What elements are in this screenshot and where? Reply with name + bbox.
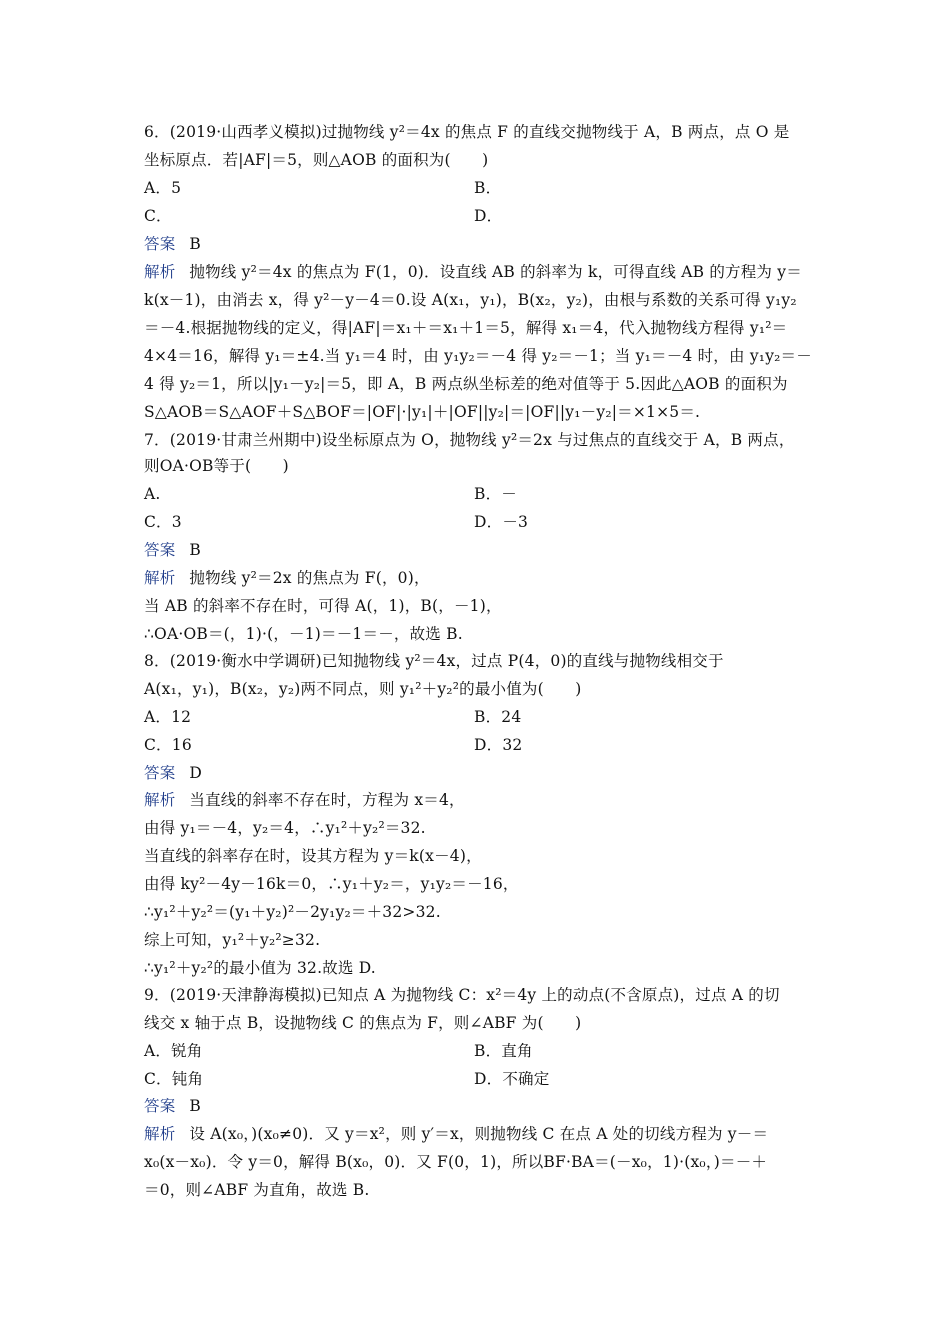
- q8-option-d: D．32: [474, 736, 523, 754]
- q9-stem-line1: 9．(2019·天津静海模拟)已知点 A 为抛物线 C：x²＝4y 上的动点(不含原点)，过点 A 的切: [144, 986, 780, 1004]
- q6-analysis-line6: S△AOB＝S△AOF＋S△BOF＝|OF|·|y₁|＋|OF||y₂|＝|OF||y₁－y₂|＝×1×5＝.: [144, 403, 701, 421]
- q8-option-b: B．24: [474, 708, 522, 726]
- analysis-text: 抛物线 y²＝2x 的焦点为 F(，0)，: [189, 569, 430, 587]
- q8-analysis-line1: [144, 790, 465, 810]
- q8-analysis-line2: 由得 y₁＝－4，y₂＝4，∴y₁²＋y₂²＝32.: [144, 819, 426, 837]
- q8-analysis-line6: 综上可知，y₁²＋y₂²≥32.: [144, 931, 321, 949]
- q6-stem-line1: 6．(2019·山西孝义模拟)过抛物线 y²＝4x 的焦点 F 的直线交抛物线于 A，B 两点，点 O 是: [144, 123, 790, 141]
- q8-analysis-line7: ∴y₁²＋y₂²的最小值为 32.故选 D.: [144, 959, 376, 977]
- answer-value: B: [189, 541, 201, 559]
- q8-analysis-line5: ∴y₁²＋y₂²＝(y₁＋y₂)²－2y₁y₂＝＋32>32.: [144, 903, 441, 921]
- q9-analysis-line2: x₀(x－x₀)．令 y＝0，解得 B(x₀，0)．又 F(0，1)，所以BF·BA＝(－x₀，1)·(x₀，)＝－＋: [144, 1153, 768, 1171]
- analysis-tag: 解析: [144, 569, 176, 587]
- q7-option-d: D．－3: [474, 513, 529, 531]
- q8-option-c: C．16: [144, 736, 192, 754]
- q8-option-a: A．12: [144, 708, 192, 726]
- analysis-tag: 解析: [144, 791, 176, 809]
- q6-option-b: B．: [474, 179, 502, 197]
- q8-answer: [144, 763, 202, 783]
- q7-analysis-line1: [144, 568, 430, 588]
- q9-option-a: A．锐角: [144, 1042, 203, 1060]
- analysis-text: 设 A(x₀，)(x₀≠0)．又 y＝x²，则 y′＝x，则抛物线 C 在点 A 处的切线方程为 y－＝: [189, 1125, 769, 1143]
- q8-stem-line1: 8．(2019·衡水中学调研)已知抛物线 y²＝4x，过点 P(4，0)的直线与抛物线相交于: [144, 652, 724, 670]
- analysis-text: 当直线的斜率不存在时，方程为 x＝4，: [189, 791, 465, 809]
- q8-analysis-line4: 由得 ky²－4y－16k＝0，∴y₁＋y₂＝，y₁y₂＝－16，: [144, 875, 519, 893]
- q6-option-d: D．: [474, 207, 503, 225]
- q7-stem-line1: 7．(2019·甘肃兰州期中)设坐标原点为 O，抛物线 y²＝2x 与过焦点的直线交于 A，B 两点，: [144, 431, 795, 449]
- q8-analysis-line3: 当直线的斜率存在时，设其方程为 y＝k(x－4)，: [144, 847, 482, 865]
- answer-value: B: [189, 1097, 201, 1115]
- q6-analysis-line5: 4 得 y₂＝1，所以|y₁－y₂|＝5，即 A，B 两点纵坐标差的绝对值等于 5.因此△AOB 的面积为: [144, 375, 788, 393]
- q9-option-d: D．不确定: [474, 1070, 550, 1088]
- q6-analysis-line2: k(x－1)，由消去 x，得 y²－y－4＝0.设 A(x₁，y₁)，B(x₂，y₂)，由根与系数的关系可得 y₁y₂: [144, 291, 797, 309]
- answer-tag: 答案: [144, 235, 176, 253]
- q6-analysis-line4: 4×4＝16，解得 y₁＝±4.当 y₁＝4 时，由 y₁y₂＝－4 得 y₂＝－1；当 y₁＝－4 时，由 y₁y₂＝－: [144, 347, 812, 365]
- q6-stem-line2: 坐标原点．若|AF|＝5，则△AOB 的面积为( ): [144, 151, 489, 169]
- analysis-text: 抛物线 y²＝4x 的焦点为 F(1，0)．设直线 AB 的斜率为 k，可得直线 AB 的方程为 y＝: [189, 263, 802, 281]
- answer-value: D: [189, 764, 203, 782]
- analysis-tag: 解析: [144, 263, 176, 281]
- q7-option-c: C．3: [144, 513, 182, 531]
- q7-answer: [144, 540, 201, 560]
- answer-value: B: [189, 235, 201, 253]
- answer-tag: 答案: [144, 541, 176, 559]
- q9-answer: [144, 1096, 201, 1116]
- q7-option-b: B．－: [474, 485, 517, 503]
- q7-stem-line2: 则OA·OB等于( ): [144, 457, 289, 475]
- q9-stem-line2: 线交 x 轴于点 B，设抛物线 C 的焦点为 F，则∠ABF 为( ): [144, 1014, 582, 1032]
- q6-option-c: C．: [144, 207, 172, 225]
- q9-analysis-line3: ＝0，则∠ABF 为直角，故选 B.: [144, 1181, 370, 1199]
- q6-analysis-line1: [144, 262, 802, 282]
- q6-answer: [144, 234, 201, 254]
- q7-analysis-line2: 当 AB 的斜率不存在时，可得 A(，1)，B(，－1)，: [144, 597, 502, 615]
- q9-analysis-line1: [144, 1124, 768, 1144]
- q6-option-a: A．5: [144, 179, 182, 197]
- answer-tag: 答案: [144, 1097, 176, 1115]
- q7-option-a: A.: [144, 485, 161, 503]
- q6-analysis-line3: ＝－4.根据抛物线的定义，得|AF|＝x₁＋＝x₁＋1＝5，解得 x₁＝4，代入抛物线方程得 y₁²＝: [144, 319, 788, 337]
- answer-tag: 答案: [144, 764, 176, 782]
- q9-option-c: C．钝角: [144, 1070, 204, 1088]
- analysis-tag: 解析: [144, 1125, 176, 1143]
- q9-option-b: B．直角: [474, 1042, 533, 1060]
- q7-analysis-line3: ∴OA·OB＝(，1)·(，－1)＝－1＝－，故选 B.: [144, 625, 463, 643]
- q8-stem-line2: A(x₁，y₁)，B(x₂，y₂)两不同点，则 y₁²＋y₂²的最小值为( ): [144, 680, 582, 698]
